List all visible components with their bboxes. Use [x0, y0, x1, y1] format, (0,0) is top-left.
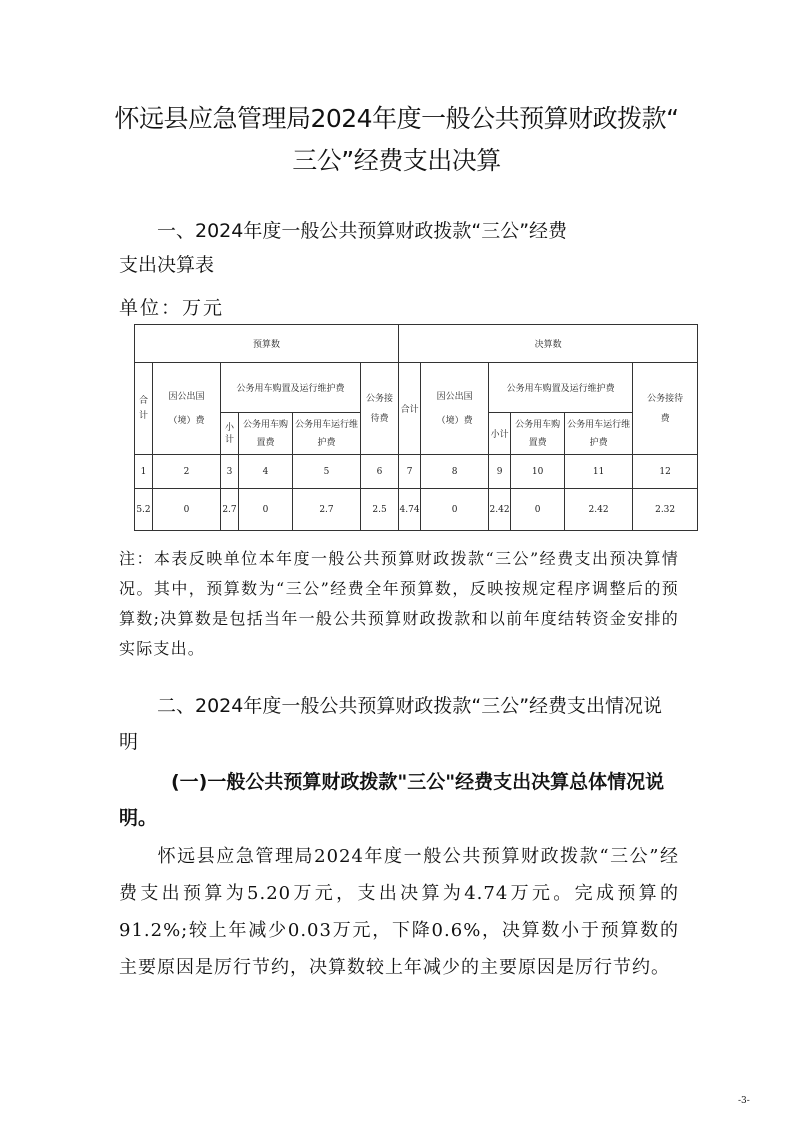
- final-abroad-header: 因公出国（境）费: [421, 363, 489, 455]
- budget-total-header: 合计: [135, 363, 153, 455]
- value-cell: 2.32: [633, 489, 698, 531]
- budget-header: 预算数: [135, 325, 399, 363]
- budget-operation-header: 公务用车运行维护费: [293, 413, 361, 455]
- value-cell: 2.42: [565, 489, 633, 531]
- final-operation-header: 公务用车运行维护费: [565, 413, 633, 455]
- col-number: 1: [135, 455, 153, 489]
- budget-vehicle-header: 公务用车购置及运行维护费: [221, 363, 361, 413]
- subsection-1-heading: [119, 764, 679, 836]
- col-number: 3: [221, 455, 239, 489]
- subsection-1-text: (一)一般公共预算财政拨款"三公"经费支出决算总体情况说明。: [119, 771, 665, 829]
- section-1-text: 一、2024年度一般公共预算财政拨款“三公”经费: [157, 220, 568, 242]
- col-number: 9: [489, 455, 511, 489]
- section-1-line-2: 支出决算表: [119, 254, 215, 276]
- column-number-row: [135, 455, 698, 489]
- value-cell: 2.7: [221, 489, 239, 531]
- title-line-2: 三公”经费支出决算: [292, 146, 501, 175]
- table-note: 注：本表反映单位本年度一般公共预算财政拨款“三公”经费支出预决算情况。其中，预算数为“三公”经费全年预算数，反映按规定程序调整后的预算数;决算数是包括当年一般公共预算财政拨款和以前年度结转资金安排的实际支出。: [119, 549, 679, 658]
- col-number: 7: [399, 455, 421, 489]
- budget-reception-header: 公务接待费: [361, 363, 399, 455]
- paragraph-1-text: 怀远县应急管理局2024年度一般公共预算财政拨款“三公”经费支出预算为5.20万元，支出决算为4.74万元。完成预算的91.2%;较上年减少0.03万元，下降0.6%，决算数小于预算数的主要原因是厉行节约，决算数较上年减少的主要原因是厉行节约。: [119, 846, 679, 978]
- page-number: -3-: [738, 1096, 750, 1106]
- final-subtotal-header: 小计: [489, 413, 511, 455]
- document-title: [70, 98, 723, 182]
- value-cell: 2.42: [489, 489, 511, 531]
- table-row: [135, 489, 698, 531]
- budget-table: [134, 324, 698, 531]
- paragraph-1: [119, 838, 679, 986]
- col-number: 6: [361, 455, 399, 489]
- value-cell: 0: [421, 489, 489, 531]
- value-cell: 0: [239, 489, 293, 531]
- final-header: 决算数: [399, 325, 698, 363]
- budget-subtotal-header: 小计: [221, 413, 239, 455]
- budget-purchase-header: 公务用车购置费: [239, 413, 293, 455]
- col-number: 11: [565, 455, 633, 489]
- col-number: 10: [511, 455, 565, 489]
- value-cell: 0: [153, 489, 221, 531]
- final-total-header: 合计: [399, 363, 421, 455]
- section-1-line-1: [119, 214, 679, 248]
- final-purchase-header: 公务用车购置费: [511, 413, 565, 455]
- col-number: 5: [293, 455, 361, 489]
- value-cell: 2.5: [361, 489, 399, 531]
- final-reception-header: 公务接待费: [633, 363, 698, 455]
- section-1-heading: [119, 214, 679, 282]
- value-cell: 2.7: [293, 489, 361, 531]
- col-number: 8: [421, 455, 489, 489]
- final-vehicle-header: 公务用车购置及运行维护费: [489, 363, 633, 413]
- col-number: 12: [633, 455, 698, 489]
- unit-label: 单位：万元: [119, 297, 225, 319]
- value-cell: 4.74: [399, 489, 421, 531]
- budget-abroad-header: 因公出国（境）费: [153, 363, 221, 455]
- section-2-text: 二、2024年度一般公共预算财政拨款“三公”经费支出情况说明: [119, 695, 663, 753]
- section-2-heading: [119, 688, 679, 760]
- col-number: 4: [239, 455, 293, 489]
- col-number: 2: [153, 455, 221, 489]
- value-cell: 5.2: [135, 489, 153, 531]
- title-line-1: 怀远县应急管理局2024年度一般公共预算财政拨款“: [114, 104, 679, 133]
- value-cell: 0: [511, 489, 565, 531]
